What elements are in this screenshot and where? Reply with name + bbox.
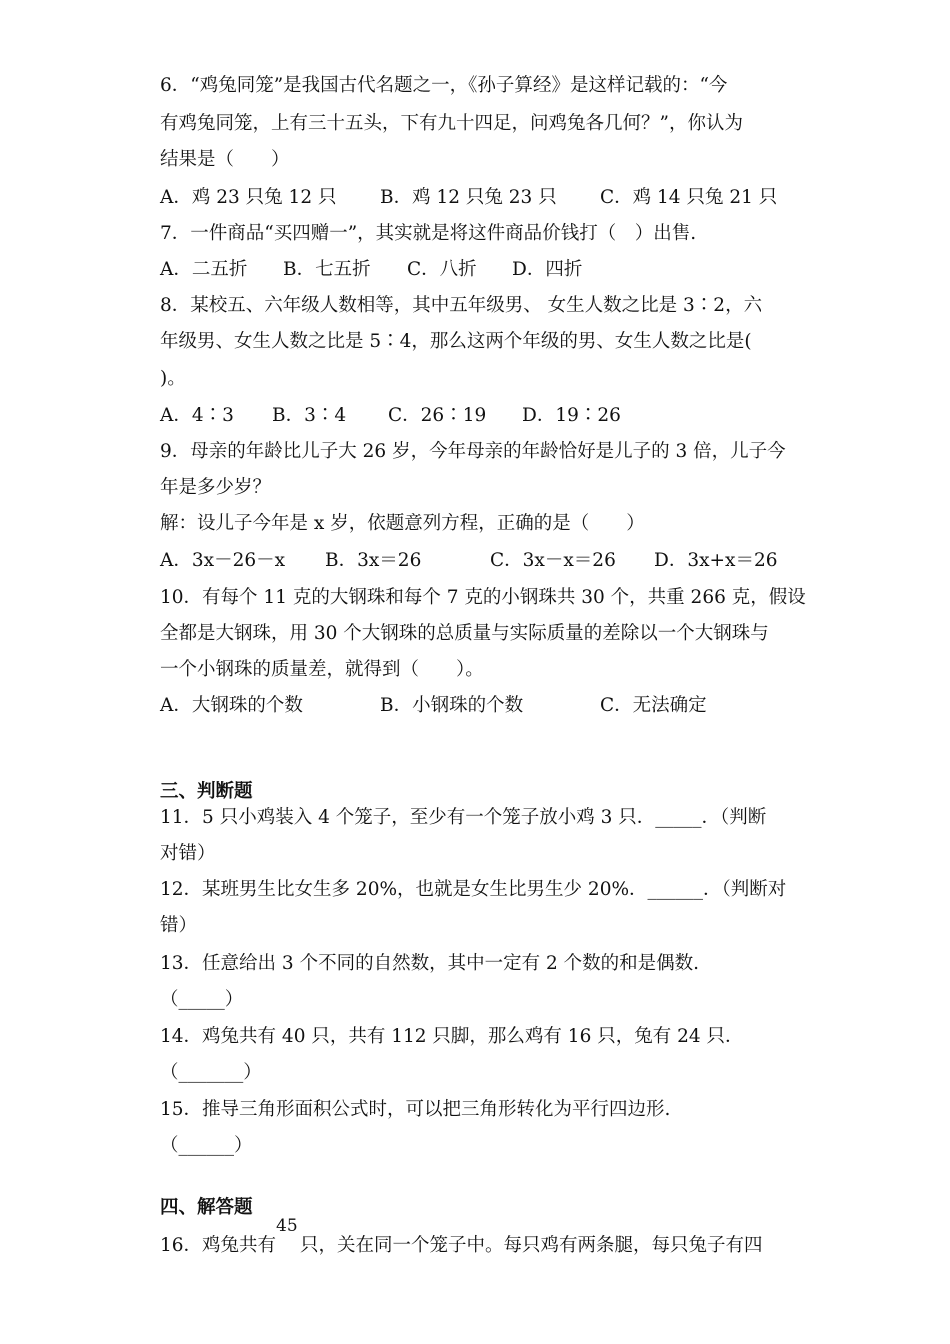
q12-text-line-2: 错） (160, 915, 198, 936)
q13-answer-blank: （_____） (160, 989, 244, 1010)
q7-option-b: B．七五折 (283, 259, 371, 280)
q6-option-c: C．鸡 14 只兔 21 只 (600, 187, 778, 208)
q8-text-line-3: )。 (160, 368, 186, 389)
q6-text-line-2: 有鸡兔同笼，上有三十五头，下有九十四足，问鸡兔各几何？”，你认为 (160, 113, 743, 134)
q15-text-line-1: 15．推导三角形面积公式时，可以把三角形转化为平行四边形. (160, 1099, 671, 1120)
section-4-heading: 四、解答题 (160, 1197, 253, 1218)
q10-option-c: C．无法确定 (600, 695, 707, 716)
q13-text-line-1: 13．任意给出 3 个不同的自然数，其中一定有 2 个数的和是偶数. (160, 953, 699, 974)
q8-text-line-1: 8．某校五、六年级人数相等，其中五年级男、 女生人数之比是 3∶2，六 (160, 295, 763, 316)
q11-text-line-2: 对错） (160, 843, 216, 864)
q10-option-a: A．大钢珠的个数 (160, 695, 303, 716)
q14-answer-blank: （_______） (160, 1062, 262, 1083)
q7-text-line-1: 7．一件商品“买四赠一”，其实就是将这件商品价钱打（ ）出售. (160, 223, 697, 244)
q6-text-line-1: 6．“鸡兔同笼”是我国古代名题之一，《孙子算经》是这样记载的：“今 (160, 75, 728, 96)
q7-option-a: A．二五折 (160, 259, 248, 280)
q16-number: 45 (276, 1216, 298, 1236)
q14-text-line-1: 14．鸡兔共有 40 只，共有 112 只脚，那么鸡有 16 只，兔有 24 只． (160, 1026, 744, 1047)
q9-option-d: D．3x+x＝26 (654, 550, 778, 571)
q8-option-b: B．3∶4 (272, 405, 347, 426)
q16-text-part-1: 16．鸡兔共有 (160, 1235, 277, 1256)
q10-text-line-1: 10．有每个 11 克的大钢珠和每个 7 克的小钢珠共 30 个，共重 266 克，假设 (160, 587, 806, 608)
q10-text-line-2: 全都是大钢珠，用 30 个大钢珠的总质量与实际质量的差除以一个大钢珠与 (160, 623, 769, 644)
q15-answer-blank: （______） (160, 1135, 253, 1156)
q6-option-a: A．鸡 23 只兔 12 只 (160, 187, 337, 208)
q11-text-line-1: 11．5 只小鸡装入 4 个笼子，至少有一个笼子放小鸡 3 只．_____．（判断 (160, 807, 767, 828)
q6-text-line-3: 结果是（ ） (160, 149, 290, 170)
q6-option-b: B．鸡 12 只兔 23 只 (380, 187, 557, 208)
q8-text-line-2: 年级男、女生人数之比是 5∶4，那么这两个年级的男、女生人数之比是( (160, 331, 752, 352)
q10-text-line-3: 一个小钢珠的质量差，就得到（ ）。 (160, 659, 484, 680)
q9-option-a: A．3x－26－x (160, 550, 286, 571)
q12-text-line-1: 12．某班男生比女生多 20%，也就是女生比男生少 20%．______．（判断对 (160, 879, 787, 900)
q9-option-b: B．3x＝26 (325, 550, 422, 571)
q7-option-d: D．四折 (512, 259, 583, 280)
q8-option-a: A．4∶3 (160, 405, 234, 426)
q7-option-c: C．八折 (407, 259, 477, 280)
q9-text-line-3: 解：设儿子今年是 x 岁，依题意列方程，正确的是（ ） (160, 513, 645, 534)
q8-option-d: D．19∶26 (522, 405, 621, 426)
q8-option-c: C．26∶19 (388, 405, 487, 426)
q9-text-line-2: 年是多少岁？ (160, 477, 272, 498)
section-3-heading: 三、判断题 (160, 781, 253, 802)
q9-text-line-1: 9．母亲的年龄比儿子大 26 岁，今年母亲的年龄恰好是儿子的 3 倍，儿子今 (160, 441, 786, 462)
q9-option-c: C．3x－x＝26 (490, 550, 616, 571)
q16-text-part-2: 只，关在同一个笼子中。每只鸡有两条腿，每只兔子有四 (300, 1235, 763, 1256)
q10-option-b: B．小钢珠的个数 (380, 695, 524, 716)
